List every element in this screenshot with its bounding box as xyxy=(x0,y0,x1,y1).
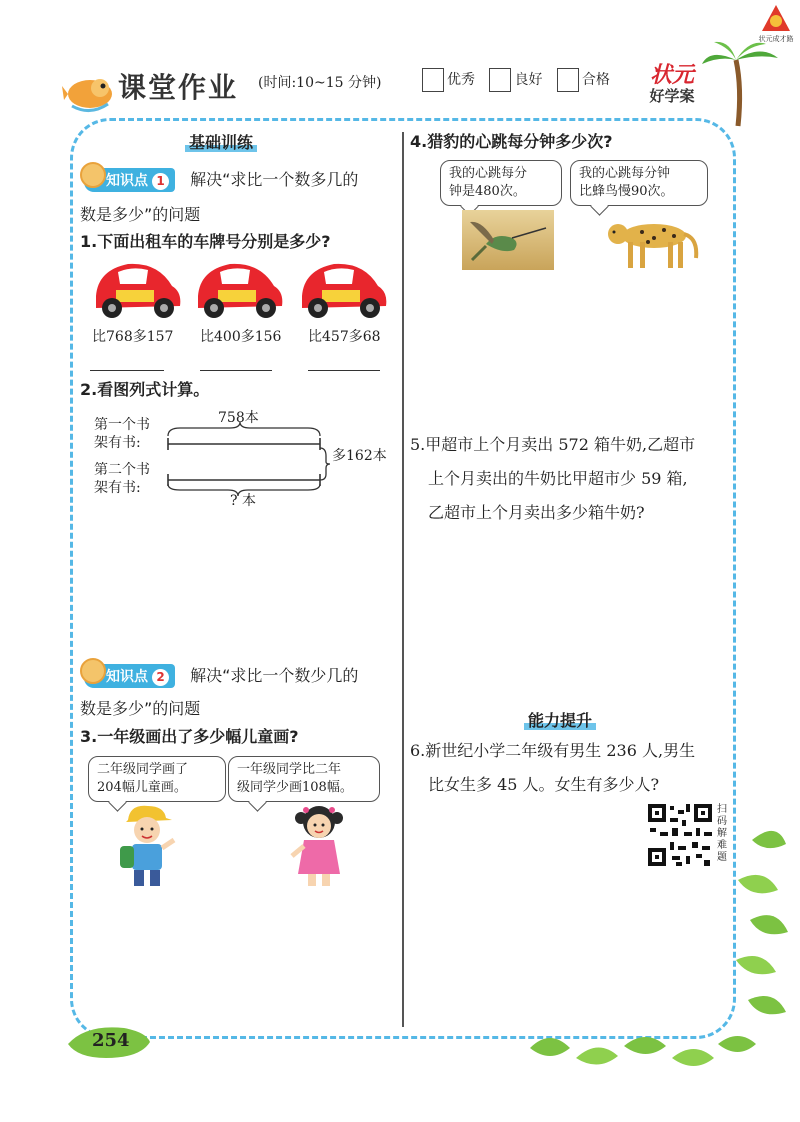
section-advanced xyxy=(524,708,596,731)
bar-top-label: 758本 xyxy=(218,410,259,426)
mascot-icon xyxy=(62,66,116,114)
rating-label-pass: 合格 xyxy=(581,72,610,88)
bar-bottom-label: ? 本 xyxy=(230,493,256,509)
hummingbird-bubble-line1: 我的心跳每分 xyxy=(449,166,528,181)
rating-label-excellent: 优秀 xyxy=(447,72,475,88)
question-1: 1.下面出租车的车牌号分别是多少? xyxy=(80,232,331,251)
plate-label-1: 比768多157 xyxy=(92,329,174,345)
answer-line-2[interactable] xyxy=(200,370,272,371)
kp1-tag xyxy=(84,168,175,192)
page-title: 课堂作业 xyxy=(118,71,239,104)
plate-label-2: 比400多156 xyxy=(200,329,282,345)
qr-code[interactable] xyxy=(646,802,714,868)
answer-line-3[interactable] xyxy=(308,370,380,371)
brand-line2: 好学案 xyxy=(649,87,695,105)
palm-tree-icon xyxy=(700,38,780,128)
knowledge-point-1 xyxy=(84,168,358,192)
column-divider xyxy=(402,132,404,1027)
q5-line2: 上个月卖出的牛奶比甲超市少 59 箱, xyxy=(428,469,688,488)
cheetah-bubble-line2: 比蜂鸟慢90次。 xyxy=(579,184,674,199)
q5-line1: 5.甲超市上个月卖出 572 箱牛奶,乙超市 xyxy=(410,435,696,454)
leaf-decoration-bottom xyxy=(520,1028,760,1078)
girl-student-icon xyxy=(284,798,354,892)
boy-bubble-line1: 二年级同学画了 xyxy=(97,762,189,777)
kp2-number: 2 xyxy=(152,669,169,686)
question-4: 4.猎豹的心跳每分钟多少次? xyxy=(410,132,613,151)
kp1-label: 知识点 xyxy=(106,173,148,189)
question-2: 2.看图列式计算。 xyxy=(80,380,210,399)
corner-logo-text: 状元成才路 xyxy=(758,35,794,43)
rating-checkbox-pass[interactable] xyxy=(557,68,579,92)
rating-label-good: 良好 xyxy=(514,72,543,88)
kp2-bear-icon xyxy=(80,658,106,684)
qr-caption: 扫码解难题 xyxy=(717,804,727,863)
corner-logo xyxy=(752,4,800,44)
bar-row2-line2: 架有书: xyxy=(94,480,141,496)
speech-bubble-hummingbird xyxy=(440,160,562,206)
kp1-text-line2: 数是多少”的问题 xyxy=(80,205,201,224)
rating-boxes xyxy=(422,68,610,92)
hummingbird-image xyxy=(462,210,554,270)
knowledge-point-2 xyxy=(84,664,358,688)
rating-checkbox-good[interactable] xyxy=(489,68,511,92)
speech-bubble-boy xyxy=(88,756,226,802)
speech-bubble-girl xyxy=(228,756,380,802)
bar-row1-line2: 架有书: xyxy=(94,435,141,451)
boy-student-icon xyxy=(112,802,182,892)
section-basic-training xyxy=(185,130,257,153)
taxi-car-icon-1 xyxy=(88,256,184,326)
cheetah-image xyxy=(598,208,702,276)
question-3: 3.一年级画出了多少幅儿童画? xyxy=(80,727,299,746)
q6-line1: 6.新世纪小学二年级有男生 236 人,男生 xyxy=(410,741,696,760)
taxi-car-icon-3 xyxy=(294,256,390,326)
question-6 xyxy=(410,734,695,802)
rating-checkbox-excellent[interactable] xyxy=(422,68,444,92)
boy-bubble-line2: 204幅儿童画。 xyxy=(97,780,187,795)
corner-logo-icon xyxy=(761,4,791,32)
kp2-text-line1: 解决“求比一个数少几的 xyxy=(190,666,359,685)
bar-row1-line1: 第一个书 xyxy=(94,417,150,433)
section-basic-title: 基础训练 xyxy=(185,133,257,152)
answer-line-1[interactable] xyxy=(90,370,164,371)
bar-row2-line1: 第二个书 xyxy=(94,462,150,478)
speech-bubble-cheetah xyxy=(570,160,708,206)
girl-bubble-line2: 级同学少画108幅。 xyxy=(237,780,353,795)
bar-row1-label xyxy=(94,416,150,452)
q6-line2: 比女生多 45 人。女生有多少人? xyxy=(428,775,660,794)
question-5 xyxy=(410,428,695,530)
kp2-text-line2: 数是多少”的问题 xyxy=(80,699,201,718)
girl-bubble-line1: 一年级同学比二年 xyxy=(237,762,342,777)
q5-line3: 乙超市上个月卖出多少箱牛奶? xyxy=(428,503,645,522)
kp1-bear-icon xyxy=(80,162,106,188)
kp2-tag xyxy=(84,664,175,688)
cheetah-bubble-line1: 我的心跳每分钟 xyxy=(579,166,671,181)
time-limit: (时间:10~15 分钟) xyxy=(258,75,382,91)
hummingbird-bubble-line2: 钟是480次。 xyxy=(449,184,526,199)
bar-row2-label xyxy=(94,461,150,497)
brand-line1: 状元 xyxy=(649,63,694,88)
bar-diff-label: 多162本 xyxy=(332,448,387,464)
taxi-car-icon-2 xyxy=(190,256,286,326)
kp1-text-line1: 解决“求比一个数多几的 xyxy=(190,170,359,189)
page-number: 254 xyxy=(92,1030,130,1051)
leaf-decoration-right xyxy=(722,820,792,1040)
kp2-label: 知识点 xyxy=(106,669,148,685)
plate-label-3: 比457多68 xyxy=(308,329,381,345)
section-advanced-title: 能力提升 xyxy=(524,711,596,730)
kp1-number: 1 xyxy=(152,173,169,190)
